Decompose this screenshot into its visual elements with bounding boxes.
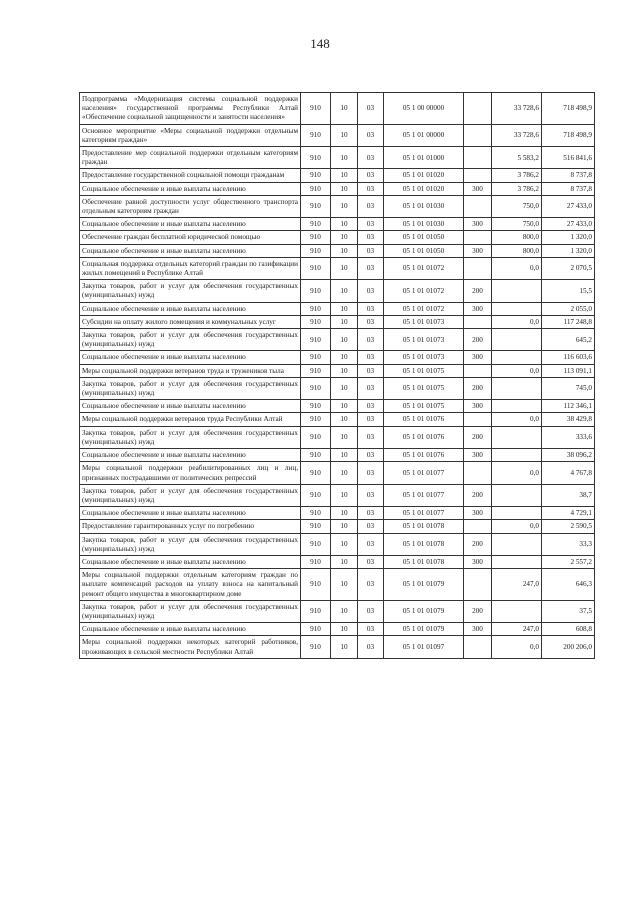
amount-federal-cell: 3 786,2 (492, 169, 542, 182)
amount-total-cell: 38 096,2 (542, 449, 595, 462)
expense-type-cell (464, 636, 492, 658)
subsection-code-cell: 03 (358, 636, 384, 658)
amount-total-cell: 37,5 (542, 600, 595, 622)
table-row (80, 413, 595, 426)
section-code-cell: 10 (331, 462, 358, 484)
table-row (80, 169, 595, 182)
section-code-cell: 10 (331, 302, 358, 315)
row-name-cell: Предоставление государственной социальной помощи гражданам (80, 169, 301, 182)
row-name-cell: Социальное обеспечение и иные выплаты населению (80, 182, 301, 195)
table-row (80, 426, 595, 448)
amount-federal-cell (492, 555, 542, 568)
amount-total-cell: 333,6 (542, 426, 595, 448)
amount-federal-cell: 33 728,6 (492, 124, 542, 146)
table-row (80, 280, 595, 302)
admin-code-cell: 910 (301, 257, 331, 279)
target-code-cell: 05 1 01 01050 (384, 244, 464, 257)
admin-code-cell: 910 (301, 169, 331, 182)
table-row (80, 302, 595, 315)
section-code-cell: 10 (331, 93, 358, 125)
subsection-code-cell: 03 (358, 520, 384, 533)
target-code-cell: 05 1 01 01076 (384, 413, 464, 426)
amount-federal-cell: 750,0 (492, 195, 542, 217)
row-name-cell: Закупка товаров, работ и услуг для обеспечения государственных (муниципальных) нужд (80, 484, 301, 506)
row-name-cell: Субсидии на оплату жилого помещения и коммунальных услуг (80, 315, 301, 328)
table-row (80, 484, 595, 506)
section-code-cell: 10 (331, 507, 358, 520)
section-code-cell: 10 (331, 195, 358, 217)
expense-type-cell (464, 195, 492, 217)
subsection-code-cell: 03 (358, 351, 384, 364)
admin-code-cell: 910 (301, 520, 331, 533)
table-row (80, 623, 595, 636)
subsection-code-cell: 03 (358, 533, 384, 555)
budget-table-body (80, 93, 595, 659)
target-code-cell: 05 1 01 01097 (384, 636, 464, 658)
expense-type-cell: 300 (464, 218, 492, 231)
target-code-cell: 05 1 01 01000 (384, 147, 464, 169)
subsection-code-cell: 03 (358, 182, 384, 195)
amount-total-cell: 646,3 (542, 569, 595, 601)
row-name-cell: Меры социальной поддержки реабилитированных лиц и лиц, признанных пострадавшими от политических репрессий (80, 462, 301, 484)
amount-total-cell: 38,7 (542, 484, 595, 506)
target-code-cell: 05 1 01 01078 (384, 533, 464, 555)
admin-code-cell: 910 (301, 413, 331, 426)
amount-total-cell: 116 603,6 (542, 351, 595, 364)
expense-type-cell (464, 364, 492, 377)
target-code-cell: 05 1 01 01073 (384, 315, 464, 328)
amount-federal-cell: 5 583,2 (492, 147, 542, 169)
table-row (80, 364, 595, 377)
section-code-cell: 10 (331, 182, 358, 195)
table-row (80, 218, 595, 231)
target-code-cell: 05 1 01 01020 (384, 182, 464, 195)
amount-total-cell: 33,3 (542, 533, 595, 555)
admin-code-cell: 910 (301, 462, 331, 484)
row-name-cell: Основное мероприятие «Меры социальной поддержки отдельным категориям граждан» (80, 124, 301, 146)
amount-total-cell: 1 320,0 (542, 244, 595, 257)
section-code-cell: 10 (331, 377, 358, 399)
table-row (80, 244, 595, 257)
row-name-cell: Закупка товаров, работ и услуг для обеспечения государственных (муниципальных) нужд (80, 377, 301, 399)
amount-federal-cell: 0,0 (492, 257, 542, 279)
target-code-cell: 05 1 01 00000 (384, 124, 464, 146)
target-code-cell: 05 1 01 01079 (384, 600, 464, 622)
target-code-cell: 05 1 01 01072 (384, 302, 464, 315)
amount-total-cell: 608,8 (542, 623, 595, 636)
admin-code-cell: 910 (301, 280, 331, 302)
amount-federal-cell: 0,0 (492, 315, 542, 328)
target-code-cell: 05 1 01 01072 (384, 257, 464, 279)
amount-federal-cell: 800,0 (492, 231, 542, 244)
section-code-cell: 10 (331, 484, 358, 506)
subsection-code-cell: 03 (358, 623, 384, 636)
target-code-cell: 05 1 01 01077 (384, 484, 464, 506)
row-name-cell: Социальное обеспечение и иные выплаты населению (80, 507, 301, 520)
admin-code-cell: 910 (301, 218, 331, 231)
target-code-cell: 05 1 01 01075 (384, 364, 464, 377)
budget-table (79, 92, 595, 659)
table-row (80, 520, 595, 533)
section-code-cell: 10 (331, 413, 358, 426)
amount-total-cell: 4 729,1 (542, 507, 595, 520)
amount-federal-cell (492, 533, 542, 555)
amount-total-cell: 117 248,8 (542, 315, 595, 328)
target-code-cell: 05 1 01 01076 (384, 426, 464, 448)
amount-federal-cell (492, 329, 542, 351)
row-name-cell: Закупка товаров, работ и услуг для обеспечения государственных (муниципальных) нужд (80, 329, 301, 351)
section-code-cell: 10 (331, 520, 358, 533)
section-code-cell: 10 (331, 169, 358, 182)
row-name-cell: Социальное обеспечение и иные выплаты населению (80, 449, 301, 462)
table-row (80, 400, 595, 413)
admin-code-cell: 910 (301, 569, 331, 601)
target-code-cell: 05 1 00 00000 (384, 93, 464, 125)
amount-federal-cell: 247,0 (492, 569, 542, 601)
expense-type-cell: 200 (464, 329, 492, 351)
section-code-cell: 10 (331, 124, 358, 146)
amount-total-cell: 15,5 (542, 280, 595, 302)
table-row (80, 329, 595, 351)
section-code-cell: 10 (331, 244, 358, 257)
row-name-cell: Закупка товаров, работ и услуг для обеспечения государственных (муниципальных) нужд (80, 600, 301, 622)
subsection-code-cell: 03 (358, 449, 384, 462)
admin-code-cell: 910 (301, 93, 331, 125)
target-code-cell: 05 1 01 01076 (384, 449, 464, 462)
admin-code-cell: 910 (301, 329, 331, 351)
subsection-code-cell: 03 (358, 329, 384, 351)
section-code-cell: 10 (331, 555, 358, 568)
admin-code-cell: 910 (301, 315, 331, 328)
row-name-cell: Обеспечение равной доступности услуг общественного транспорта отдельным категориям граждан (80, 195, 301, 217)
expense-type-cell (464, 413, 492, 426)
subsection-code-cell: 03 (358, 124, 384, 146)
admin-code-cell: 910 (301, 377, 331, 399)
expense-type-cell: 300 (464, 302, 492, 315)
target-code-cell: 05 1 01 01073 (384, 351, 464, 364)
section-code-cell: 10 (331, 218, 358, 231)
admin-code-cell: 910 (301, 244, 331, 257)
admin-code-cell: 910 (301, 426, 331, 448)
table-row (80, 93, 595, 125)
table-row (80, 195, 595, 217)
target-code-cell: 05 1 01 01079 (384, 569, 464, 601)
amount-federal-cell (492, 507, 542, 520)
row-name-cell: Социальное обеспечение и иные выплаты населению (80, 302, 301, 315)
subsection-code-cell: 03 (358, 400, 384, 413)
table-row (80, 533, 595, 555)
amount-federal-cell: 0,0 (492, 364, 542, 377)
amount-total-cell: 516 841,6 (542, 147, 595, 169)
table-row (80, 507, 595, 520)
row-name-cell: Обеспечение граждан бесплатной юридической помощью (80, 231, 301, 244)
row-name-cell: Социальное обеспечение и иные выплаты населению (80, 351, 301, 364)
amount-federal-cell: 0,0 (492, 413, 542, 426)
row-name-cell: Социальное обеспечение и иные выплаты населению (80, 555, 301, 568)
subsection-code-cell: 03 (358, 244, 384, 257)
expense-type-cell: 300 (464, 555, 492, 568)
table-row (80, 377, 595, 399)
amount-federal-cell: 33 728,6 (492, 93, 542, 125)
table-row (80, 257, 595, 279)
expense-type-cell (464, 315, 492, 328)
expense-type-cell: 300 (464, 449, 492, 462)
amount-total-cell: 2 055,0 (542, 302, 595, 315)
amount-federal-cell (492, 400, 542, 413)
table-row (80, 147, 595, 169)
amount-federal-cell: 0,0 (492, 462, 542, 484)
page-number: 148 (310, 36, 330, 51)
row-name-cell: Меры социальной поддержки ветеранов труда и тружеников тыла (80, 364, 301, 377)
target-code-cell: 05 1 01 01030 (384, 195, 464, 217)
expense-type-cell: 300 (464, 507, 492, 520)
admin-code-cell: 910 (301, 600, 331, 622)
target-code-cell: 05 1 01 01020 (384, 169, 464, 182)
admin-code-cell: 910 (301, 623, 331, 636)
admin-code-cell: 910 (301, 147, 331, 169)
amount-total-cell: 645,2 (542, 329, 595, 351)
expense-type-cell (464, 147, 492, 169)
row-name-cell: Закупка товаров, работ и услуг для обеспечения государственных (муниципальных) нужд (80, 280, 301, 302)
section-code-cell: 10 (331, 623, 358, 636)
amount-federal-cell: 800,0 (492, 244, 542, 257)
section-code-cell: 10 (331, 147, 358, 169)
expense-type-cell: 200 (464, 377, 492, 399)
subsection-code-cell: 03 (358, 218, 384, 231)
admin-code-cell: 910 (301, 636, 331, 658)
admin-code-cell: 910 (301, 302, 331, 315)
target-code-cell: 05 1 01 01072 (384, 280, 464, 302)
target-code-cell: 05 1 01 01073 (384, 329, 464, 351)
subsection-code-cell: 03 (358, 169, 384, 182)
row-name-cell: Меры социальной поддержки некоторых категорий работников, проживающих в сельской местности Республики Алтай (80, 636, 301, 658)
row-name-cell: Социальная поддержка отдельных категорий граждан по газификации жилых помещений в Республике Алтай (80, 257, 301, 279)
row-name-cell: Закупка товаров, работ и услуг для обеспечения государственных (муниципальных) нужд (80, 426, 301, 448)
subsection-code-cell: 03 (358, 484, 384, 506)
row-name-cell: Меры социальной поддержки ветеранов труда Республики Алтай (80, 413, 301, 426)
amount-total-cell: 38 429,8 (542, 413, 595, 426)
section-code-cell: 10 (331, 231, 358, 244)
row-name-cell: Социальное обеспечение и иные выплаты населению (80, 400, 301, 413)
amount-federal-cell (492, 351, 542, 364)
admin-code-cell: 910 (301, 124, 331, 146)
amount-federal-cell (492, 484, 542, 506)
row-name-cell: Социальное обеспечение и иные выплаты населению (80, 623, 301, 636)
row-name-cell: Предоставление мер социальной поддержки отдельным категориям граждан (80, 147, 301, 169)
expense-type-cell (464, 169, 492, 182)
section-code-cell: 10 (331, 533, 358, 555)
amount-total-cell: 27 433,0 (542, 195, 595, 217)
subsection-code-cell: 03 (358, 413, 384, 426)
amount-federal-cell (492, 449, 542, 462)
amount-total-cell: 718 498,9 (542, 93, 595, 125)
admin-code-cell: 910 (301, 507, 331, 520)
admin-code-cell: 910 (301, 555, 331, 568)
expense-type-cell: 200 (464, 600, 492, 622)
subsection-code-cell: 03 (358, 280, 384, 302)
table-row (80, 124, 595, 146)
section-code-cell: 10 (331, 280, 358, 302)
expense-type-cell (464, 231, 492, 244)
admin-code-cell: 910 (301, 449, 331, 462)
expense-type-cell: 200 (464, 484, 492, 506)
subsection-code-cell: 03 (358, 462, 384, 484)
subsection-code-cell: 03 (358, 426, 384, 448)
subsection-code-cell: 03 (358, 93, 384, 125)
expense-type-cell (464, 569, 492, 601)
expense-type-cell (464, 93, 492, 125)
amount-total-cell: 2 557,2 (542, 555, 595, 568)
subsection-code-cell: 03 (358, 555, 384, 568)
amount-federal-cell: 247,0 (492, 623, 542, 636)
admin-code-cell: 910 (301, 400, 331, 413)
amount-federal-cell: 0,0 (492, 636, 542, 658)
target-code-cell: 05 1 01 01075 (384, 377, 464, 399)
target-code-cell: 05 1 01 01050 (384, 231, 464, 244)
table-row (80, 569, 595, 601)
section-code-cell: 10 (331, 449, 358, 462)
amount-total-cell: 8 737,8 (542, 169, 595, 182)
expense-type-cell: 200 (464, 426, 492, 448)
amount-federal-cell (492, 600, 542, 622)
table-row (80, 315, 595, 328)
amount-total-cell: 4 767,8 (542, 462, 595, 484)
expense-type-cell: 300 (464, 623, 492, 636)
table-row (80, 449, 595, 462)
amount-total-cell: 745,0 (542, 377, 595, 399)
section-code-cell: 10 (331, 257, 358, 279)
table-row (80, 182, 595, 195)
section-code-cell: 10 (331, 426, 358, 448)
amount-total-cell: 8 737,8 (542, 182, 595, 195)
admin-code-cell: 910 (301, 533, 331, 555)
subsection-code-cell: 03 (358, 257, 384, 279)
expense-type-cell (464, 124, 492, 146)
subsection-code-cell: 03 (358, 364, 384, 377)
row-name-cell: Закупка товаров, работ и услуг для обеспечения государственных (муниципальных) нужд (80, 533, 301, 555)
amount-total-cell: 2 070,5 (542, 257, 595, 279)
expense-type-cell (464, 462, 492, 484)
amount-federal-cell (492, 426, 542, 448)
row-name-cell: Социальное обеспечение и иные выплаты населению (80, 218, 301, 231)
section-code-cell: 10 (331, 329, 358, 351)
section-code-cell: 10 (331, 351, 358, 364)
admin-code-cell: 910 (301, 195, 331, 217)
expense-type-cell: 300 (464, 244, 492, 257)
admin-code-cell: 910 (301, 364, 331, 377)
amount-total-cell: 27 433,0 (542, 218, 595, 231)
expense-type-cell: 200 (464, 533, 492, 555)
amount-federal-cell: 0,0 (492, 520, 542, 533)
amount-federal-cell: 750,0 (492, 218, 542, 231)
table-row (80, 351, 595, 364)
amount-total-cell: 718 498,9 (542, 124, 595, 146)
table-row (80, 600, 595, 622)
target-code-cell: 05 1 01 01030 (384, 218, 464, 231)
subsection-code-cell: 03 (358, 569, 384, 601)
amount-total-cell: 1 320,0 (542, 231, 595, 244)
subsection-code-cell: 03 (358, 507, 384, 520)
target-code-cell: 05 1 01 01077 (384, 507, 464, 520)
expense-type-cell: 200 (464, 280, 492, 302)
expense-type-cell (464, 257, 492, 279)
amount-federal-cell (492, 280, 542, 302)
subsection-code-cell: 03 (358, 302, 384, 315)
subsection-code-cell: 03 (358, 600, 384, 622)
table-row (80, 462, 595, 484)
admin-code-cell: 910 (301, 351, 331, 364)
section-code-cell: 10 (331, 364, 358, 377)
table-row (80, 555, 595, 568)
amount-federal-cell: 3 786,2 (492, 182, 542, 195)
section-code-cell: 10 (331, 600, 358, 622)
amount-total-cell: 200 206,0 (542, 636, 595, 658)
row-name-cell: Предоставление гарантированных услуг по погребению (80, 520, 301, 533)
subsection-code-cell: 03 (358, 377, 384, 399)
subsection-code-cell: 03 (358, 147, 384, 169)
row-name-cell: Меры социальной поддержки отдельным категориям граждан по выплате компенсаций расходов на уплату взноса на капитальный ремонт общего имущества в многоквартирном доме (80, 569, 301, 601)
amount-total-cell: 113 091,1 (542, 364, 595, 377)
target-code-cell: 05 1 01 01078 (384, 520, 464, 533)
table-row (80, 636, 595, 658)
expense-type-cell: 300 (464, 182, 492, 195)
section-code-cell: 10 (331, 636, 358, 658)
amount-federal-cell (492, 302, 542, 315)
target-code-cell: 05 1 01 01079 (384, 623, 464, 636)
admin-code-cell: 910 (301, 231, 331, 244)
expense-type-cell: 300 (464, 400, 492, 413)
subsection-code-cell: 03 (358, 315, 384, 328)
expense-type-cell: 300 (464, 351, 492, 364)
row-name-cell: Подпрограмма «Модернизация системы социальной поддержки населения» государственной программы Республики Алтай «Обеспечение социальной защищенности и занятости населения» (80, 93, 301, 125)
amount-total-cell: 2 590,5 (542, 520, 595, 533)
expense-type-cell (464, 520, 492, 533)
table-row (80, 231, 595, 244)
section-code-cell: 10 (331, 400, 358, 413)
amount-federal-cell (492, 377, 542, 399)
amount-total-cell: 112 346,1 (542, 400, 595, 413)
target-code-cell: 05 1 01 01075 (384, 400, 464, 413)
subsection-code-cell: 03 (358, 195, 384, 217)
section-code-cell: 10 (331, 315, 358, 328)
target-code-cell: 05 1 01 01077 (384, 462, 464, 484)
subsection-code-cell: 03 (358, 231, 384, 244)
target-code-cell: 05 1 01 01078 (384, 555, 464, 568)
admin-code-cell: 910 (301, 484, 331, 506)
admin-code-cell: 910 (301, 182, 331, 195)
section-code-cell: 10 (331, 569, 358, 601)
row-name-cell: Социальное обеспечение и иные выплаты населению (80, 244, 301, 257)
